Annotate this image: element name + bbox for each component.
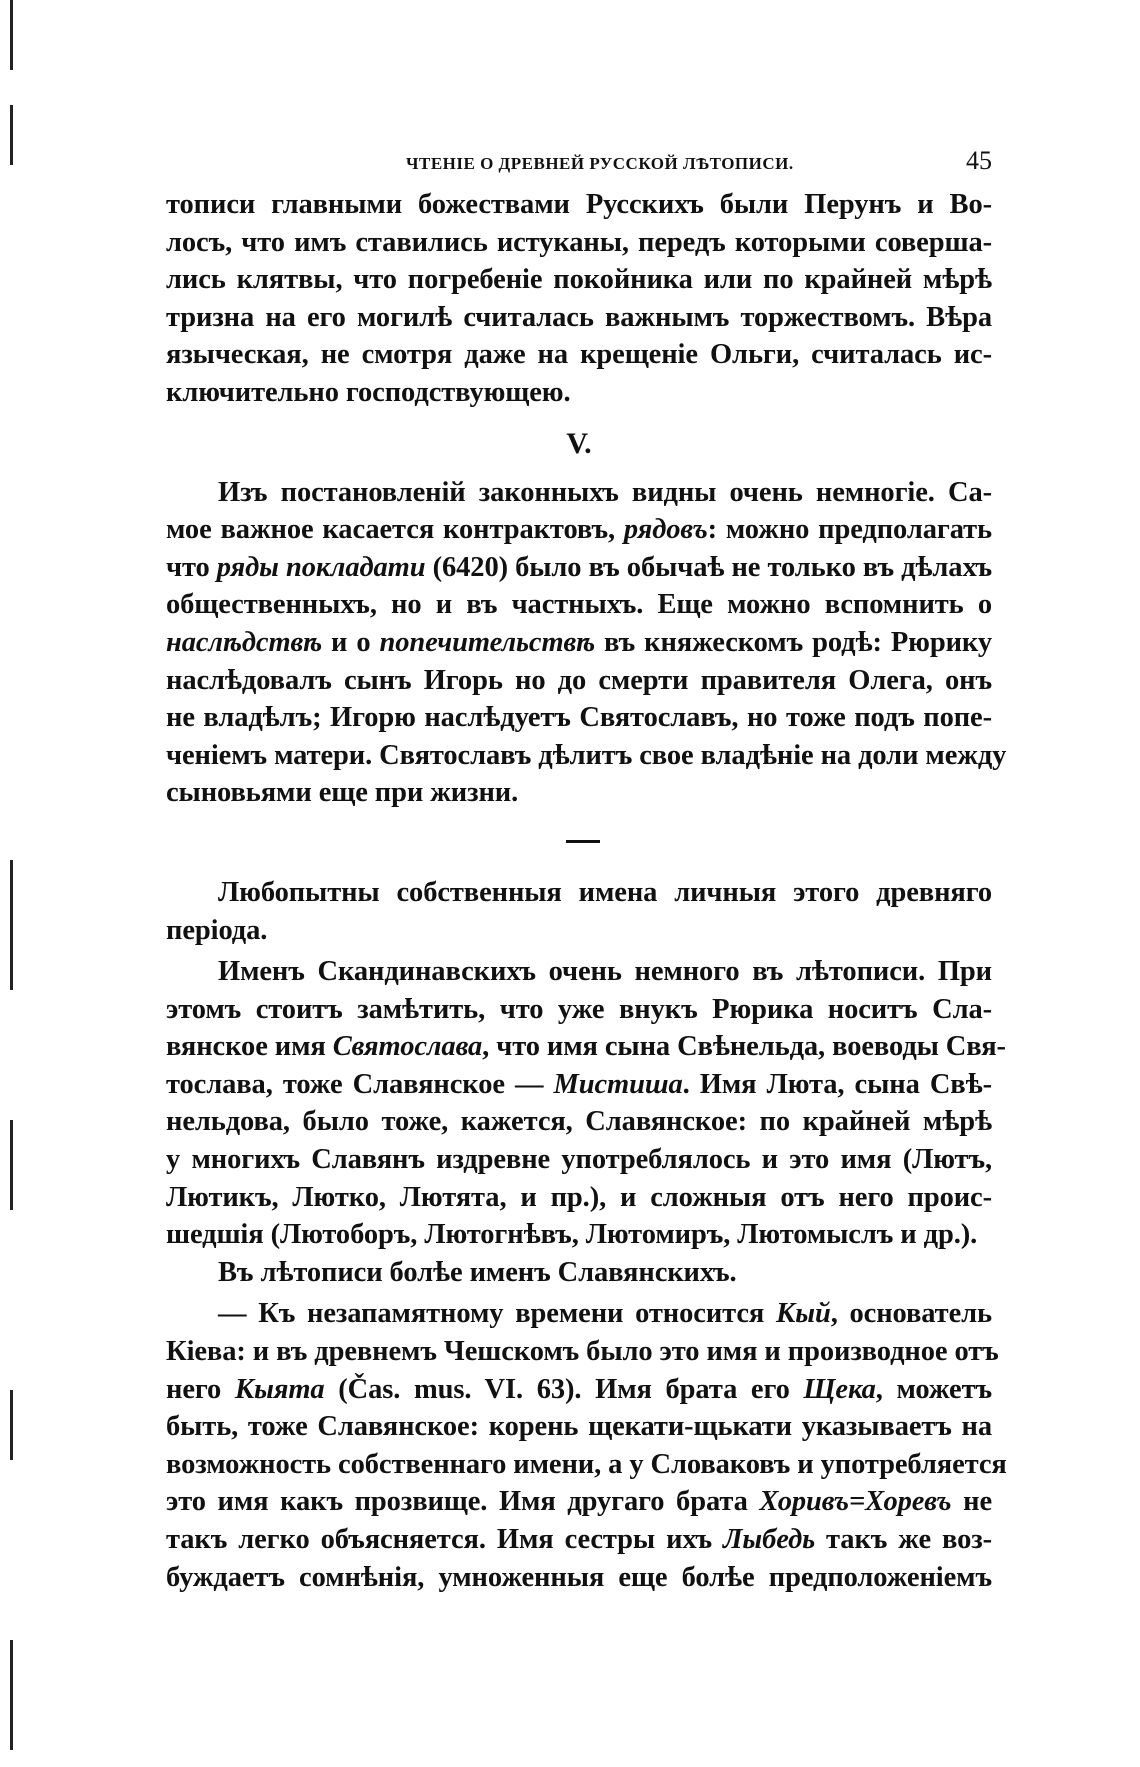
paragraph-4 [166, 953, 1006, 1254]
text-line: Именъ Скандинавскихъ очень немного въ лѣтописи. При [218, 956, 992, 988]
text-span: такъ же воз- [815, 1524, 992, 1555]
text-line: Изъ постановленій законныхъ видны очень немногіе. Са- [218, 476, 992, 508]
text-line: тризна на его могилѣ считалась важнымъ торжествомъ. Вѣра [166, 301, 992, 333]
text-line: лись клятвы, что погребеніе покойника или по крайней мѣрѣ [166, 264, 992, 296]
text-span: . Имя Люта, сына Свѣ- [682, 1068, 992, 1100]
scan-edge-mark [10, 0, 13, 70]
paragraph-2 [166, 474, 1007, 812]
italic-term: Кыята [234, 1373, 325, 1405]
text-line: сыновьями еще при жизни. [166, 777, 519, 809]
italic-term: Хоривъ=Хоревъ [759, 1486, 952, 1518]
text-span: тослава, тоже Славянское — [166, 1068, 554, 1100]
text-span: , что имя сына Свѣнельда, воеводы Свя- [482, 1031, 1006, 1063]
text-line [166, 1295, 992, 1333]
text-line: у многихъ Славянъ издревне употреблялось и это имя (Лютъ, [166, 1144, 992, 1176]
text-line: лосъ, что имъ ставились истуканы, передъ которыми соверша- [166, 226, 992, 258]
scan-edge-mark [10, 860, 13, 990]
text-span: , основатель [830, 1298, 992, 1330]
text-line [166, 1371, 992, 1409]
book-page [166, 140, 1007, 1596]
text-line [166, 1028, 1006, 1066]
italic-term: Кый [776, 1298, 831, 1330]
text-line: этомъ стоитъ замѣтить, что уже внукъ Рюрика носитъ Сла- [166, 993, 992, 1025]
text-span: (Čas. mus. VI. 63). Имя брата его [324, 1373, 804, 1405]
text-line: Лютикъ, Лютко, Лютята, и пр.), и сложныя отъ него проис- [166, 1181, 992, 1213]
paragraph-6 [166, 1295, 1007, 1596]
text-line: не владѣлъ; Игорю наслѣдуетъ Святославъ, но тоже подъ попе- [166, 702, 992, 734]
text-line: тописи главными божествами Русскихъ были Перунъ и Во- [166, 189, 992, 220]
italic-term: Мистиша [553, 1068, 683, 1100]
italic-term: ряды покладати [216, 551, 426, 583]
scan-edge-mark [10, 1120, 13, 1210]
text-line: шедшія (Лютоборъ, Лютогнѣвъ, Лютомиръ, Лютомыслъ и др.). [166, 1219, 978, 1251]
text-span: , можетъ [875, 1373, 992, 1405]
scan-edge-mark [10, 1640, 13, 1750]
italic-term: Святослава [332, 1031, 483, 1063]
text-span: въ княжескомъ родѣ: Рюрику [595, 626, 993, 658]
text-line: Въ лѣтописи болѣе именъ Славянскихъ. [218, 1256, 737, 1288]
running-head [166, 140, 992, 186]
italic-term: попечительствѣ [379, 626, 596, 658]
scan-edge-mark [10, 105, 13, 165]
text-line: ченіемъ матери. Святославъ дѣлитъ свое владѣніе на доли между [166, 739, 1007, 771]
italic-term: Щека [803, 1373, 876, 1405]
text-line [166, 511, 992, 549]
text-line: наслѣдовалъ сынъ Игорь но до смерти правителя Олега, онъ [166, 664, 992, 696]
running-title: ЧТЕНІЕ О ДРЕВНЕЙ РУССКОЙ ЛѢТОПИСИ. [406, 154, 794, 173]
text-line: нельдова, было тоже, кажется, Славянское: по крайней мѣрѣ [166, 1106, 992, 1138]
text-span: мое важное касается контрактовъ, [166, 514, 624, 546]
text-span: что [166, 551, 217, 583]
text-line: Любопытны собственныя имена личныя этого древняго [218, 876, 992, 908]
text-line [166, 624, 992, 662]
italic-term: рядовъ [623, 514, 708, 546]
paragraph-1 [166, 186, 992, 412]
scan-edge-mark [10, 1390, 13, 1460]
text-line: общественныхъ, но и въ частныхъ. Еще можно вспомнить о [166, 589, 992, 621]
paragraph-5 [166, 1254, 992, 1292]
text-span: — Къ незапамятному времени относится [218, 1298, 777, 1330]
text-line: ключительно господствующею. [166, 376, 571, 408]
italic-term: наслѣдствѣ [166, 626, 323, 658]
text-line [166, 1521, 992, 1559]
section-heading: V. [566, 426, 592, 460]
text-span: не [951, 1486, 992, 1518]
text-span: это имя какъ прозвище. Имя другаго брата [166, 1486, 760, 1518]
text-span: и о [322, 626, 380, 658]
text-line: періода. [166, 914, 268, 946]
text-line: возможность собственнаго имени, а у Словаковъ и употребляется [166, 1448, 1007, 1480]
text-line [166, 1483, 992, 1521]
page-number: 45 [966, 146, 992, 175]
text-span: : можно предполагать [707, 514, 992, 546]
text-span: (6420) было въ обычаѣ не только въ дѣлахъ [425, 551, 993, 583]
text-line: языческая, не смотря даже на крещеніе Ольги, считалась ис- [166, 339, 992, 371]
paragraph-3 [166, 874, 992, 949]
text-line: быть, тоже Славянское: корень щекати-щькати указываетъ на [166, 1411, 992, 1443]
dash-separator [166, 812, 992, 874]
text-line [166, 1066, 992, 1104]
italic-term: Лыбедь [722, 1524, 816, 1555]
text-span: вянское имя [166, 1031, 333, 1063]
text-line: буждаетъ сомнѣнія, умноженныя еще болѣе предположеніемъ [166, 1561, 992, 1593]
text-line: Кіева: и въ древнемъ Чешскомъ было это имя и производное отъ [166, 1336, 999, 1368]
text-line [166, 549, 992, 587]
text-span: такъ легко объясняется. Имя сестры ихъ [166, 1524, 723, 1555]
text-span: него [166, 1373, 235, 1405]
